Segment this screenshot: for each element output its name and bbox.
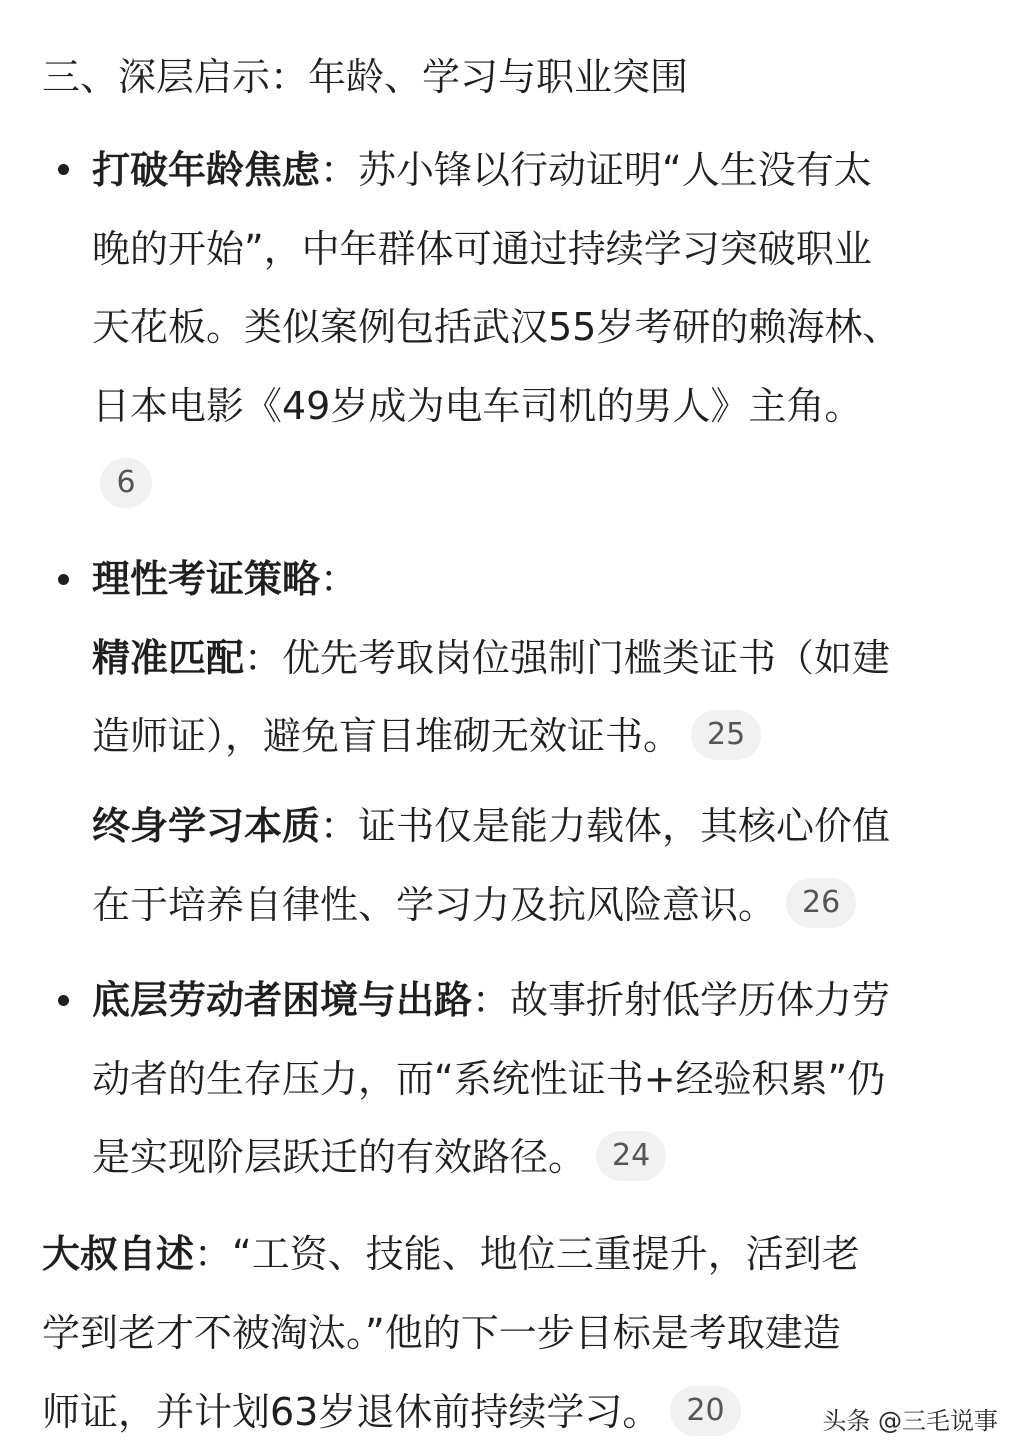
bullet-text-line: 日本电影《49岁成为电车司机的男人》主角。 [92, 383, 863, 428]
citation-badge[interactable]: 24 [596, 1131, 666, 1181]
bullet-certificate-strategy [92, 540, 982, 776]
bullet-workers-dilemma [92, 961, 982, 1197]
bullet-lead: 理性考证策略 [92, 557, 321, 601]
citation-badge[interactable]: 6 [100, 458, 152, 508]
sub-text-line: 造师证），避免盲目堆砌无效证书。 [92, 714, 682, 758]
bullet-age-anxiety [92, 131, 982, 524]
citation-badge[interactable]: 25 [691, 710, 761, 760]
bullet-text-line: 是实现阶层跃迁的有效路径。 [92, 1135, 587, 1179]
bullet-text-line: 晚的开始”，中年群体可通过持续学习突破职业 [92, 226, 872, 271]
sub-lead: 精准匹配 [92, 635, 245, 680]
bullet-dot [58, 995, 69, 1006]
bullet-text-line: ：苏小锋以行动证明“人生没有太 [320, 148, 872, 192]
citation-badge[interactable]: 26 [786, 878, 856, 928]
bullet-dot [58, 574, 69, 585]
bullet-text-line: 天花板。类似案例包括武汉55岁考研的赖海林、 [92, 305, 901, 349]
bullet-lead-suffix: ： [320, 557, 359, 601]
closing-text-line: ：“工资、技能、地位三重提升，活到老 [194, 1232, 860, 1276]
bullet-lead: 打破年龄焦虑 [92, 148, 321, 192]
section-heading: 三、深层启示：年龄、学习与职业突围 [42, 55, 689, 99]
sub-text-line: ：优先考取岗位强制门槛类证书（如建 [244, 635, 891, 680]
closing-lead: 大叔自述 [42, 1232, 195, 1276]
sub-text-line: ：证书仅是能力载体，其核心价值 [320, 804, 891, 848]
source-watermark: 头条 @三毛说事 [822, 1407, 998, 1435]
bullet-dot [58, 164, 69, 175]
closing-text-line: 师证，并计划63岁退休前持续学习。 [42, 1390, 661, 1434]
bullet-text-line: ：故事折射低学历体力劳 [472, 978, 891, 1022]
citation-badge[interactable]: 20 [670, 1386, 740, 1436]
bullet-text-line: 动者的生存压力，而“系统性证书+经验积累”仍 [92, 1056, 886, 1101]
bullet-lead: 底层劳动者困境与出路 [92, 978, 473, 1022]
sub-lifelong-learning [92, 787, 982, 944]
sub-text-line: 在于培养自律性、学习力及抗风险意识。 [92, 882, 777, 927]
sub-lead: 终身学习本质 [92, 804, 321, 848]
closing-text-line: 学到老才不被淘汰。”他的下一步目标是考取建造 [42, 1311, 841, 1355]
